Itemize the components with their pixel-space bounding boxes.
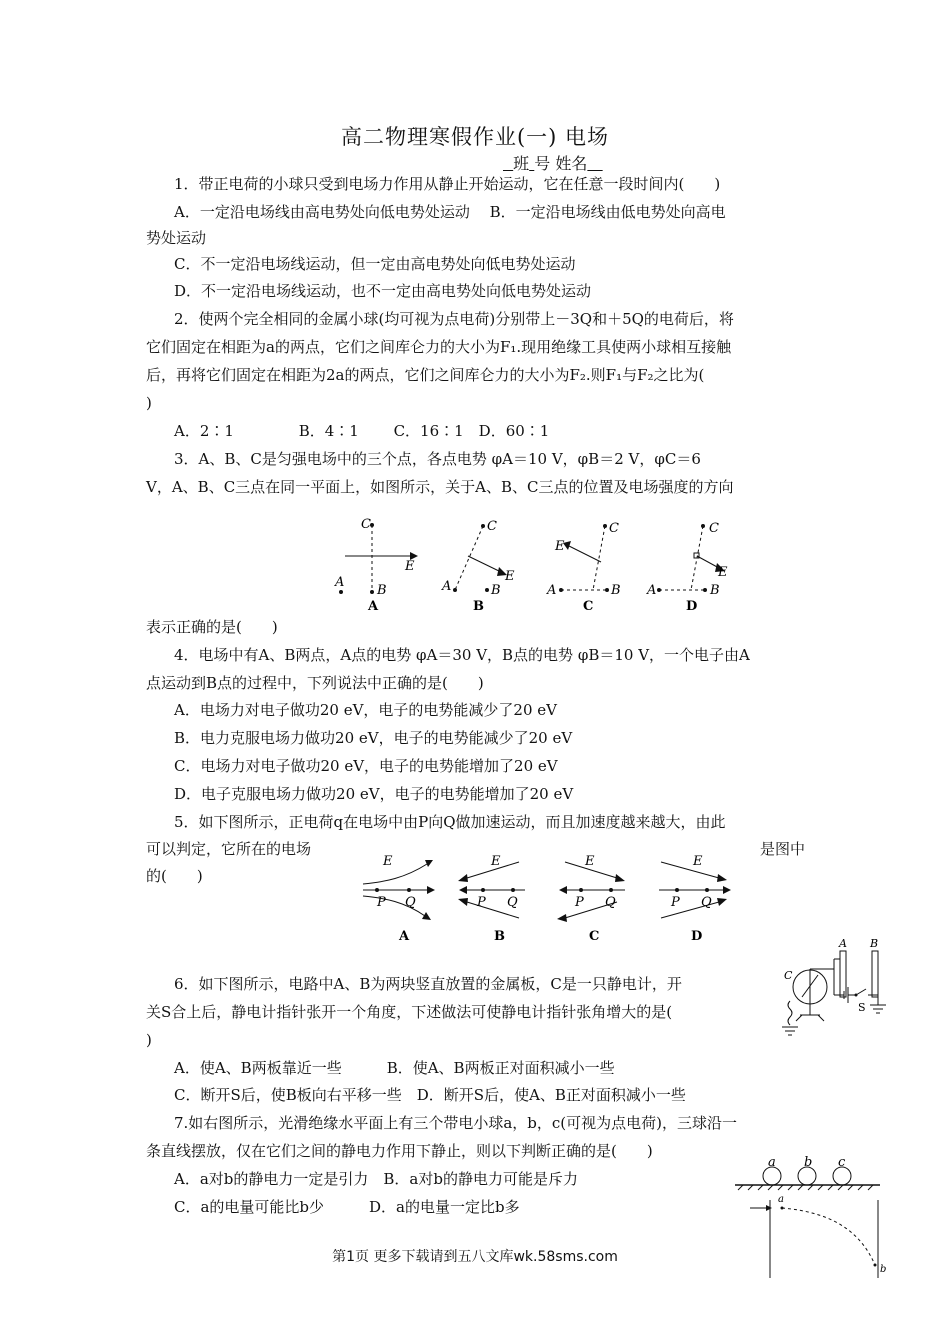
q4-option-d: D．电子克服电场力做功20 eV，电子的电势能增加了20 eV — [174, 785, 574, 803]
q3d-e-label: E — [718, 565, 728, 580]
q4-line1: 4．电场中有A、B两点，A点的电势 φA＝30 V，B点的电势 φB＝10 V，一个电子由A — [174, 646, 750, 664]
q5b-p: P — [477, 895, 486, 910]
q5d-p: P — [671, 895, 680, 910]
q5-panel-c — [557, 854, 625, 944]
q6-plate-b-label: B — [870, 937, 879, 950]
q6-meter-label: C — [784, 969, 793, 982]
q5-line1: 5．如下图所示，正电荷q在电场中由P向Q做加速运动，而且加速度越来越大，由此 — [174, 813, 726, 831]
q7-line2: 条直线摆放，仅在它们之间的静电力作用下静止，则以下判断正确的是( ) — [146, 1142, 653, 1160]
q1-option-b-cont: 势处运动 — [146, 229, 207, 247]
q3d-b-label: B — [710, 583, 720, 598]
q3-label-a: A — [368, 599, 379, 614]
q3b-a-label: A — [442, 579, 452, 594]
q5-label-a: A — [399, 929, 410, 944]
q6-options-cd: C．断开S后，使B板向右平移一些 D．断开S后，使A、B正对面积减小一些 — [174, 1086, 686, 1104]
q7-path-b-label: b — [880, 1264, 887, 1275]
q3c-c-label: C — [609, 521, 619, 536]
q3d-a-label: A — [647, 583, 657, 598]
q3-line2: V，A、B、C三点在同一平面上，如图所示，关于A、B、C三点的位置及电场强度的方向 — [146, 478, 734, 496]
q5d-q: Q — [701, 895, 712, 910]
q7-ball-a-label: a — [768, 1155, 776, 1170]
q6-switch-label: S — [858, 1001, 866, 1014]
q3-line3: 表示正确的是( ) — [146, 618, 278, 636]
page-title: 高二物理寒假作业(一) 电场 — [340, 125, 610, 149]
number-name-label: 号 姓名 — [534, 154, 588, 173]
q2-options: A．2∶1 B．4∶1 C．16∶1 D．60∶1 — [174, 422, 550, 440]
q3-panel-c — [546, 521, 621, 614]
q5b-q: Q — [507, 895, 518, 910]
q3a-b-label: B — [377, 583, 387, 598]
q7-path-a-label: a — [778, 1194, 784, 1205]
q5-label-b: B — [494, 929, 505, 944]
q5-panel-b — [458, 854, 525, 944]
q5d-e: E — [693, 854, 703, 869]
q3-panel-a — [334, 517, 418, 614]
q3-label-c: C — [583, 599, 594, 614]
q6-line3: ) — [146, 1031, 152, 1049]
q7-line1: 7.如右图所示，光滑绝缘水平面上有三个带电小球a，b，c(可视为点电荷)，三球沿一 — [174, 1114, 737, 1132]
q1-option-a: A．一定沿电场线由高电势处向低电势处运动 B．一定沿电场线由低电势处向高电 — [174, 203, 726, 221]
q6-circuit-figure — [772, 935, 897, 1045]
q5-figure — [355, 848, 755, 948]
q5a-e: E — [383, 854, 393, 869]
q6-options-ab: A．使A、B两板靠近一些 B．使A、B两板正对面积减小一些 — [174, 1059, 615, 1077]
q5b-e: E — [491, 854, 501, 869]
q3-label-b: B — [473, 599, 484, 614]
q5a-q: Q — [405, 895, 416, 910]
q1-stem: 1．带正电荷的小球只受到电场力作用从静止开始运动，它在任意一段时间内( ) — [174, 175, 721, 193]
q4-option-c: C．电场力对电子做功20 eV，电子的电势能增加了20 eV — [174, 757, 558, 775]
page-footer: 第1页 更多下载请到五八文库wk.58sms.com — [332, 1249, 618, 1265]
q4-line2: 点运动到B点的过程中，下列说法中正确的是( ) — [146, 674, 484, 692]
q7-ball-c-label: c — [838, 1155, 846, 1170]
q5-line2b: 是图中 — [760, 840, 806, 858]
q7-options-ab: A．a对b的静电力一定是引力 B．a对b的静电力可能是斥力 — [174, 1170, 578, 1188]
q6-plate-a-label: A — [839, 937, 847, 950]
q6-line2: 关S合上后，静电计指针张开一个角度，下述做法可使静电计指针张角增大的是( — [146, 1003, 673, 1021]
q3-line1: 3．A、B、C是匀强电场中的三个点，各点电势 φA＝10 V，φB＝2 V，φC＝6 — [174, 450, 701, 468]
q3b-e-label: E — [505, 569, 515, 584]
q3c-b-label: B — [611, 583, 621, 598]
q5-line2a: 可以判定，它所在的电场 — [146, 840, 312, 858]
q5a-p: P — [377, 895, 386, 910]
q3-figure — [325, 510, 745, 615]
class-label: 班 — [513, 154, 530, 173]
q3d-c-label: C — [709, 521, 719, 536]
q4-option-a: A．电场力对电子做功20 eV，电子的电势能减少了20 eV — [174, 701, 557, 719]
q2-line2: 它们固定在相距为a的两点，它们之间库仑力的大小为F₁.现用绝缘工具使两小球相互接触 — [146, 338, 732, 356]
q3b-b-label: B — [491, 583, 501, 598]
q5-label-c: C — [589, 929, 600, 944]
q5c-q: Q — [605, 895, 616, 910]
q3-label-d: D — [686, 599, 698, 614]
q1-option-c: C．不一定沿电场线运动，但一定由高电势处向低电势处运动 — [174, 255, 576, 273]
q2-line1: 2．使两个完全相同的金属小球(均可视为点电荷)分别带上－3Q和＋5Q的电荷后，将 — [174, 310, 734, 328]
q3c-a-label: A — [547, 583, 557, 598]
q3a-c-label: C — [361, 517, 371, 532]
q6-line1: 6．如下图所示，电路中A、B为两块竖直放置的金属板，C是一只静电计，开 — [174, 975, 682, 993]
q5-label-d: D — [691, 929, 703, 944]
q2-line4: ) — [146, 394, 152, 412]
q3b-c-label: C — [487, 519, 497, 534]
q7-ball-b-label: b — [804, 1155, 813, 1170]
q2-line3: 后，再将它们固定在相距为2a的两点，它们之间库仑力的大小为F₂.则F₁与F₂之比为( — [146, 366, 705, 384]
q5c-p: P — [575, 895, 584, 910]
q3-panel-b — [441, 519, 515, 614]
q3a-a-label: A — [335, 575, 345, 590]
q3c-e-label: E — [555, 539, 565, 554]
q4-option-b: B．电力克服电场力做功20 eV，电子的电势能减少了20 eV — [174, 729, 573, 747]
q1-option-d: D．不一定沿电场线运动，也不一定由高电势处向低电势处运动 — [174, 282, 592, 300]
q5c-e: E — [585, 854, 595, 869]
q5-panel-d — [659, 854, 731, 944]
q5-line3: 的( ) — [146, 867, 203, 885]
q7-options-cd: C．a的电量可能比b少 D．a的电量一定比b多 — [174, 1198, 520, 1216]
q3-panel-d — [646, 521, 728, 614]
q5-panel-a — [363, 854, 435, 944]
q3a-e-label: E — [405, 559, 415, 574]
